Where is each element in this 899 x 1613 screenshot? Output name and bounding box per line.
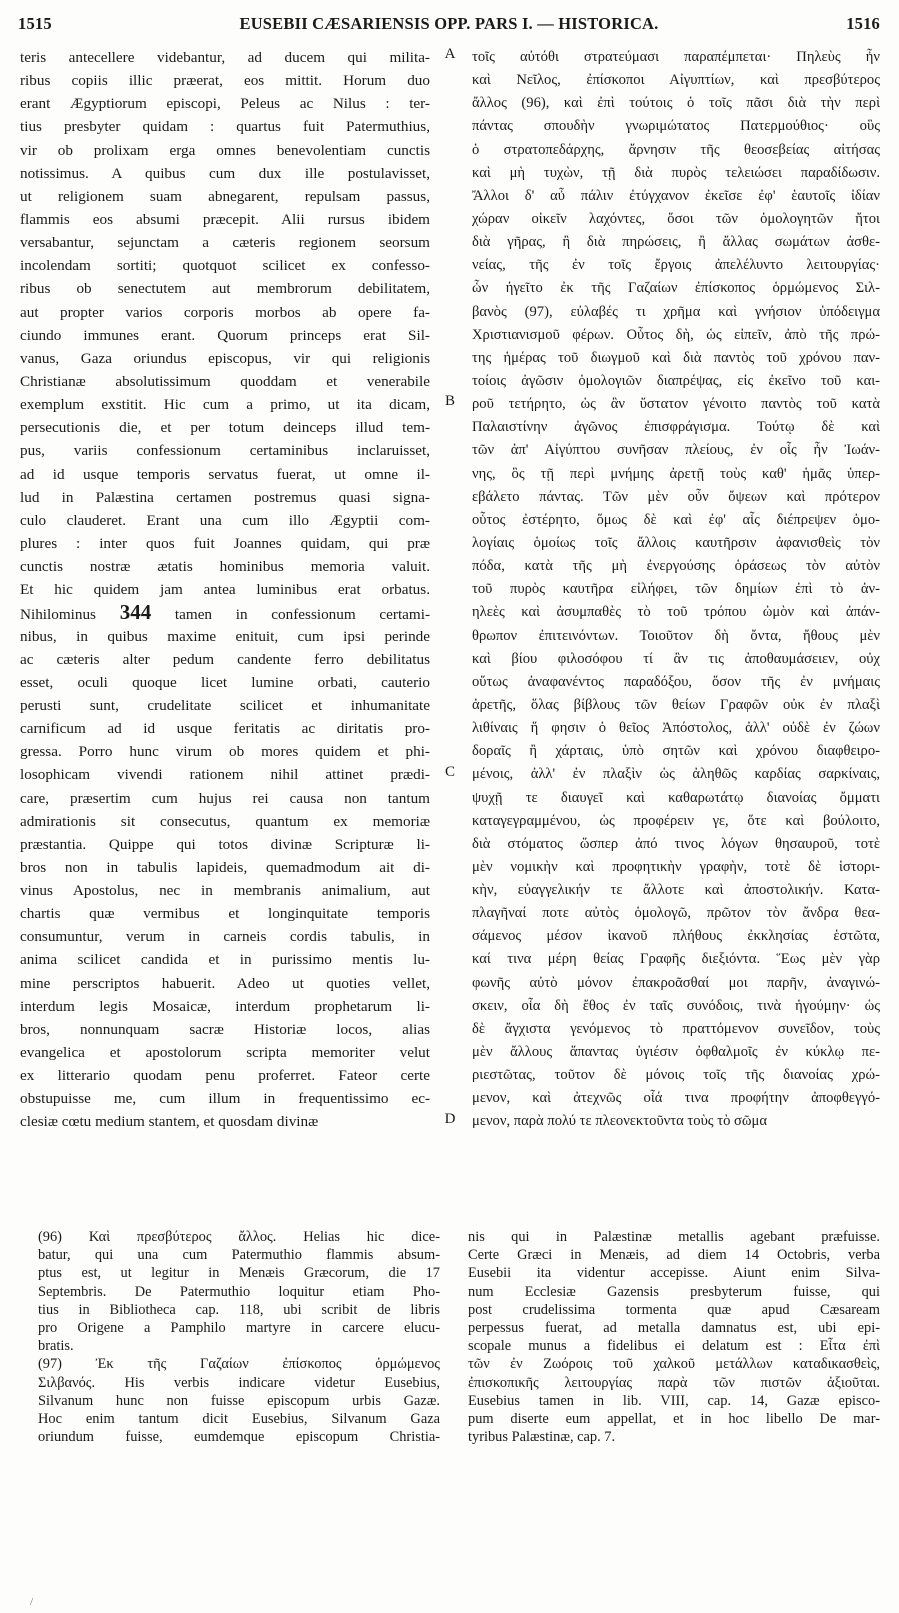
- running-header: [18, 14, 880, 40]
- latin-line: chartis quæ vermibus et longinquitate temporis: [20, 905, 430, 923]
- greek-line: καὶ Νεῖλος, ἐπίσκοποι Αἰγυπτίων, καὶ πρεσβύτερος: [472, 72, 880, 89]
- greek-line: Χριστιανισμοῦ φέρων. Οὗτος δὴ, ὡς εἰπεῖν, ἀπὸ τῆς πρώ-: [472, 326, 880, 343]
- latin-line: clesiæ cœtu medium stantem, et quosdam divinæ: [20, 1113, 319, 1131]
- greek-line: μενον, παρὰ πολύ τε πλεονεκτοῦντα τοὺς τὸ σῶμα: [472, 1113, 767, 1130]
- greek-line: Παλαιστίνην ἀγῶνος ἐπισφράγισμα. Τούτῳ δὲ καὶ: [472, 419, 880, 436]
- latin-line: evangelica et apostolorum scripta memoriter velut: [20, 1044, 430, 1062]
- latin-line: lud in Palæstina certamen postremus quasi signa-: [20, 488, 430, 506]
- greek-line: ὁ στρατοπεδάρχης, ἄρνησιν τῆς θεοσεβείας αἰτήσας: [472, 141, 880, 158]
- greek-line: πόδα, κατὰ τῆς μὴ ἐνεργούσης ὁράσεως τὸν αὐτὸν: [472, 558, 880, 575]
- footnote-line: tyribus Palæstinæ, cap. 7.: [468, 1429, 616, 1446]
- greek-line: της ἡμέρας τοῦ διωγμοῦ καὶ διὰ παντὸς τοῦ χρόνου παν-: [472, 349, 880, 366]
- greek-line: διὰ γῆρας, ἢ διὰ πηρώσεις, ἢ ἄλλας σωμάτων ἀσθε-: [472, 234, 880, 251]
- greek-line: πλαγῆναί ποτε αὐτὸς ὁμολογῶ, πρῶτον τὸν ἄνδρα θεα-: [472, 905, 880, 922]
- greek-line: ηλεὲς καὶ ἀσυμπαθὲς τὸ τοῦ τρόπου ὠμὸν καὶ ἀπάν-: [472, 604, 880, 621]
- footnote-line: pum diserte eum appellat, et in hoc libello De mar-: [468, 1410, 880, 1427]
- latin-line: vir ob prolixam erga omnes benevolentiam cunctis: [20, 141, 430, 159]
- margin-letter-c: C: [444, 763, 455, 780]
- greek-line: ἀρετῆς, ὅλας βίβλους τῶν θείων Γραφῶν οὐκ ἐν πλαξὶ: [472, 696, 880, 713]
- latin-line: care, præsertim cum hujus rei causa non tantum: [20, 789, 430, 807]
- latin-column: [20, 46, 430, 1134]
- footnote-line: (96) Καὶ πρεσβύτερος ἄλλος. Helias hic dice-: [38, 1229, 440, 1245]
- latin-line: notissimus. A quibus cum dux ille postulavisset,: [20, 164, 430, 182]
- greek-line: λογίαις ὁμοίως τοῖς ἄλλοις καυτῆρσιν ἀφανισθεὶς τὸν: [472, 534, 880, 551]
- latin-line: mine perscriptos habuerit. Adeo ut quoties vellet,: [20, 974, 430, 992]
- greek-column: [472, 46, 880, 1134]
- footnote-line: (97) Ἐκ τῆς Γαζαίων ἐπίσκοπος ὁρμώμενος: [38, 1356, 440, 1373]
- footnote-line: Σιλβανός. His verbis indicare videtur Eusebius,: [38, 1374, 440, 1391]
- greek-line: ψυχῇ τε διαυγεῖ καὶ καθαρωτάτῳ διανοίας ὄμματι: [472, 789, 880, 806]
- margin-letter-d: D: [444, 1110, 456, 1127]
- greek-line: πάντας σπουδὴν γνωριμώτατος Πατερμούθιος· οὓς: [472, 118, 880, 135]
- latin-line: ut religionem suam abnegarent, repulsam passus,: [20, 187, 430, 205]
- running-title: EUSEBII CÆSARIENSIS OPP. PARS I. — HISTORICA.: [239, 14, 659, 33]
- footnote-line: Certe Græci in Menæis, ad diem 14 Octobris, verba: [468, 1247, 880, 1264]
- latin-line: obstupuisse me, cum illum in frequentissimo ec-: [20, 1090, 430, 1108]
- latin-line: plures : inter quos fuit Joannes quidam, qui præ: [20, 534, 430, 552]
- margin-letter-a: A: [444, 46, 456, 62]
- greek-line: οὕτως ἀναφανέντος παραδόξου, ὅσον τῆς ἐν μνήμαις: [472, 673, 880, 690]
- latin-line: aut propter varios corporis morbos ab opere fa-: [20, 303, 430, 321]
- margin-letters: [433, 46, 467, 1166]
- footnote-line: oriundum fuisse, eumdemque episcopum Christia-: [38, 1429, 440, 1446]
- greek-line: σκειν, οἷα δὴ ἔθος ἐν ταῖς συνόδοις, τινὰ ἡγούμην· ὡς: [472, 997, 880, 1014]
- latin-line: ad id usque temporis servatus fuerat, ut omne il-: [20, 465, 430, 483]
- latin-line: ribus copiis illic præerat, eos mittit. Horum duo: [20, 72, 430, 90]
- greek-line: ἄλλος (96), καὶ ἐπὶ τούτοις ὁ τοῖς πᾶσι διὰ τὴν περὶ: [472, 95, 880, 112]
- greek-line: μενον, καὶ ἀτεχνῶς οἷά τινα προφήτην ἀποφθεγγό-: [472, 1090, 880, 1107]
- latin-line: bros, nonnunquam sacræ Historiæ locos, alias: [20, 1020, 430, 1038]
- greek-line: μένοις, ἀλλ' ἐν πλαξὶν ὡς ἀληθῶς καρδίας σαρκίναις,: [472, 766, 880, 783]
- footnote-line: Hoc enim tantum dicit Eusebius, Silvanum Gaza: [38, 1410, 440, 1427]
- greek-line: νης, ὃς τῇ περὶ μνήμης ἀρετῇ τοὺς καθ' ἡμᾶς ὑπερ-: [472, 465, 880, 482]
- greek-line: εβάλετο πάντας. Τῶν μὲν οὖν ὄψεων καὶ πρότερον: [472, 488, 880, 505]
- greek-line: χώραν οἰκεῖν λαχόντες, ὅσοι τῶν ὁμολογητῶν ἤτοι: [472, 210, 880, 227]
- latin-line: esset, oculi quoque licet lumine orbati, cauterio: [20, 673, 430, 691]
- greek-line: λιθίναις ἥ φησιν ὁ θεῖος Ἀπόστολος, ἀλλ' οὐδὲ ἐν ζώων: [472, 720, 880, 737]
- greek-line: σάμενος μέσον ἱκανοῦ πλήθους ἐκκλησίας ἑστῶτα,: [472, 928, 880, 945]
- greek-line: ροῦ τετήρητο, ὡς ἂν ὕστατον γένοιτο παντὸς τοῦ κατὰ: [472, 396, 880, 413]
- footnote-line: batur, qui una cum Patermuthio flammis absum-: [38, 1247, 440, 1264]
- latin-line: consumuntur, verum in carneis cordis tabulis, in: [20, 928, 430, 946]
- greek-line: τοίοις ἀγῶσιν ὁμολογιῶν διαπρέψας, εἰς ἐκεῖνο τοῦ και-: [472, 372, 880, 389]
- latin-line: carnificum ad id usque feritatis ac diritatis pro-: [20, 720, 430, 738]
- latin-line: vinus Apostolus, nec in membranis animalium, aut: [20, 882, 430, 900]
- greek-line: καὶ μὴ τυχὼν, τῇ διὰ πυρὸς τελειώσει παραδίδωσιν.: [472, 164, 880, 181]
- latin-line: ciundo immunes erant. Quorum princeps erat Sil-: [20, 326, 430, 344]
- latin-line: ribus ob senectutem aut membrorum debilitatem,: [20, 280, 430, 298]
- latin-line-end: tamen in confessionum certami-: [151, 606, 430, 624]
- latin-line: erant Ægyptiorum episcopi, Peleus ac Nilus : ter-: [20, 95, 430, 113]
- footnote-line: ptus est, ut legitur in Menæis Græcorum, die 17: [38, 1265, 440, 1282]
- greek-line: τοῖς αὐτόθι στρατεύμασι παραπέμπεται· Πηλεὺς ἦν: [472, 49, 880, 65]
- latin-line: losophicam vivendi rationem nihil attinet prædi-: [20, 766, 430, 784]
- latin-line: ex litterario quodam penu proferret. Fateor certe: [20, 1067, 430, 1085]
- greek-line: καταγεγραμμένου, ὡς προφέρειν γε, ὅτε καὶ βούλοιτο,: [472, 812, 880, 829]
- latin-line: nibus, in quibus maxime enituit, cum ipsi perinde: [20, 627, 430, 645]
- footnote-line: Silvanum hunc non fuisse episcopum urbis Gazæ.: [38, 1392, 440, 1409]
- latin-line: culo clauderet. Erant una cum illo Ægyptii com-: [20, 511, 430, 529]
- margin-letter-b: B: [444, 393, 455, 410]
- latin-line: Christianæ absolutissimum quoddam et venerabile: [20, 372, 430, 390]
- greek-line: δοραῖς ἢ χάρταις, ὑπὸ σητῶν καὶ χρόνου διαφθειρο-: [472, 743, 880, 760]
- latin-line: præstantia. Quippe qui totos divinæ Scripturæ li-: [20, 835, 430, 853]
- footnote-line: Eusebii ita videntur accepisse. Aiunt enim Silva-: [468, 1265, 880, 1282]
- footnote-line: num Ecclesiæ Gazensis presbyterum fuisse, qui: [468, 1283, 880, 1300]
- greek-line: μὲν νομικὴν καὶ προφητικὴν γραφὴν, τοτὲ δὲ ἱστορι-: [472, 858, 880, 875]
- latin-line: flammis eos absumi præcepit. Alii rursus ibidem: [20, 210, 430, 228]
- footnote-line: post crudelissima tormenta quæ apud Cæsaream: [468, 1301, 880, 1318]
- greek-line: οὗτος ἐστέρητο, ὅμως δὲ καὶ ἐφ' αἷς διέπρεψεν ὁμο-: [472, 511, 880, 528]
- latin-line-start: Nihilominus: [20, 606, 120, 624]
- greek-line: τῶν ἀπ' Αἰγύπτου συνῆσαν πλείους, ἐν οἷς ἦν Ἰωάν-: [472, 442, 880, 459]
- greek-line: μὲν ἄλλους ἅπαντας ὑγιέσιν ὀφθαλμοῖς ἐν κύκλῳ πε-: [472, 1044, 880, 1061]
- footnote-line: tius in Bibliotheca cap. 118, ubi scribit de libris: [38, 1301, 440, 1318]
- footnote-line: perpessus fuerat, ad metalla damnatus est, ubi epi-: [468, 1319, 880, 1336]
- page-marker-number: 344: [119, 601, 152, 625]
- greek-line: διὰ στόματος ὥσπερ ἀπό τινος λόγων θησαυροῦ, τοτὲ: [472, 835, 880, 852]
- latin-line: versabantur, sejunctam a cæteris regionem seorsum: [20, 234, 430, 252]
- latin-line: bros non in tabulis lapideis, quemadmodum ait di-: [20, 858, 430, 876]
- footnotes-right: [468, 1228, 880, 1446]
- latin-line: incolendam sortiti; quotquot scilicet ex confesso-: [20, 257, 430, 275]
- latin-line: interdum legis Mosaicæ, interdum prophetarum li-: [20, 997, 430, 1015]
- footer-mark: /: [30, 1596, 34, 1608]
- page-number-left: 1515: [18, 14, 52, 33]
- latin-line: ac cæteris alter pedum candente ferro debilitatus: [20, 650, 430, 668]
- footnote-line: pro Origene a Pamphilo martyre in carcere elucu-: [38, 1319, 440, 1336]
- latin-line: teris antecellere videbantur, ad ducem qui milita-: [20, 49, 430, 66]
- greek-line: καί τινα μέρη θείας Γραφῆς διεξιόντα. Ἕως μὲν γὰρ: [472, 951, 880, 968]
- footnote-line: τῶν ἐν Ζωόροις τοῦ χαλκοῦ μετάλλων καταδικασθεὶς,: [468, 1356, 880, 1373]
- greek-line: βανὸς (97), εὐλαβές τι χρῆμα καὶ γνήσιον ὑπόδειγμα: [472, 303, 880, 320]
- latin-line: [20, 601, 430, 624]
- greek-line: Ἄλλοι δ' αὖ πάλιν ἐτύγχανον ἐκεῖσε ἐφ' ἑαυτοῖς ἰδίαν: [472, 187, 880, 204]
- latin-line: anima scilicet candida et in purissimo mentis lu-: [20, 951, 430, 969]
- greek-line: κὴν, εὐαγγελικήν τε ἄλλοτε καὶ ἀποστολικήν. Κατα-: [472, 882, 880, 899]
- footnotes-left: [38, 1228, 440, 1446]
- latin-line: Et hic quidem jam antea luminibus erat orbatus.: [20, 581, 430, 599]
- latin-line: admirationis sit consecutus, quantum ex memoriæ: [20, 812, 430, 830]
- greek-line: νείας, τῆς ἐν τοῖς ἔργοις ἀπελέλυντο λειτουργίας·: [472, 257, 880, 274]
- page-number-right: 1516: [846, 14, 880, 33]
- latin-line: gressa. Porro hunc virum ob mores quidem et phi-: [20, 743, 430, 761]
- footnote-line: Eusebius tamen in lib. VIII, cap. 14, Gazæ episco-: [468, 1392, 880, 1409]
- greek-line: θρωπον ἐπιτεινόντων. Τοιοῦτον δὴ ὄντα, ἤθους μὲν: [472, 627, 880, 644]
- footnote-line: scopale munus a fidelibus ei delatum est : Εἶτα ἐπὶ: [468, 1338, 880, 1355]
- latin-line: cunctis nostræ ætatis hominibus memoria valuit.: [20, 558, 430, 576]
- greek-line: ριεστῶτας, τοῦτον δὲ μόνοις τοῖς τῆς διανοίας χρώ-: [472, 1067, 880, 1084]
- latin-line: persecutionis die, et per totum deinceps illud tem-: [20, 419, 430, 437]
- greek-line: καὶ βίου φιλοσόφου τί ἂν τις ἀποθαυμάσειεν, οὐχ: [472, 650, 880, 667]
- footnote-line: bratis.: [38, 1338, 74, 1355]
- latin-line: pus, variis confessionum certaminibus inclaruisset,: [20, 442, 430, 460]
- greek-line: τοῦ πυρὸς καυτῆρα εἰλήφει, τῶν δημίων ἐπὶ τὸ ἀν-: [472, 581, 880, 598]
- greek-line: ὧν ἡγεῖτο ἐκ τῆς Γαζαίων ἐπίσκοπος ὁρμώμενος Σιλ-: [472, 280, 880, 297]
- footnote-line: nis qui in Palæstinæ metallis agebant præfuisse.: [468, 1229, 880, 1245]
- latin-line: exemplum exstitit. Hic cum a primo, ut ita dicam,: [20, 396, 430, 414]
- greek-line: δὲ ἄγχιστα γενόμενος τὸ πραττόμενον συνεῖδον, τοὺς: [472, 1020, 880, 1037]
- latin-line: tius presbyter quidam : quartus fuit Patermuthius,: [20, 118, 430, 136]
- greek-line: φωνῆς αὐτὸ μόνον ἐπακροᾶσθαί μοι παρῆν, ἀναγινώ-: [472, 974, 880, 991]
- footnote-line: Septembris. De Patermuthio loquitur etiam Pho-: [38, 1283, 440, 1300]
- latin-line: vanus, Gaza oriundus episcopus, vir qui religionis: [20, 349, 430, 367]
- footnote-line: ἐπισκοπικῆς λειτουργίας παρὰ τῶν πιστῶν ἀξιοῦται.: [468, 1374, 880, 1391]
- latin-line: perusti sunt, crudelitate scilicet et inhumanitate: [20, 696, 430, 714]
